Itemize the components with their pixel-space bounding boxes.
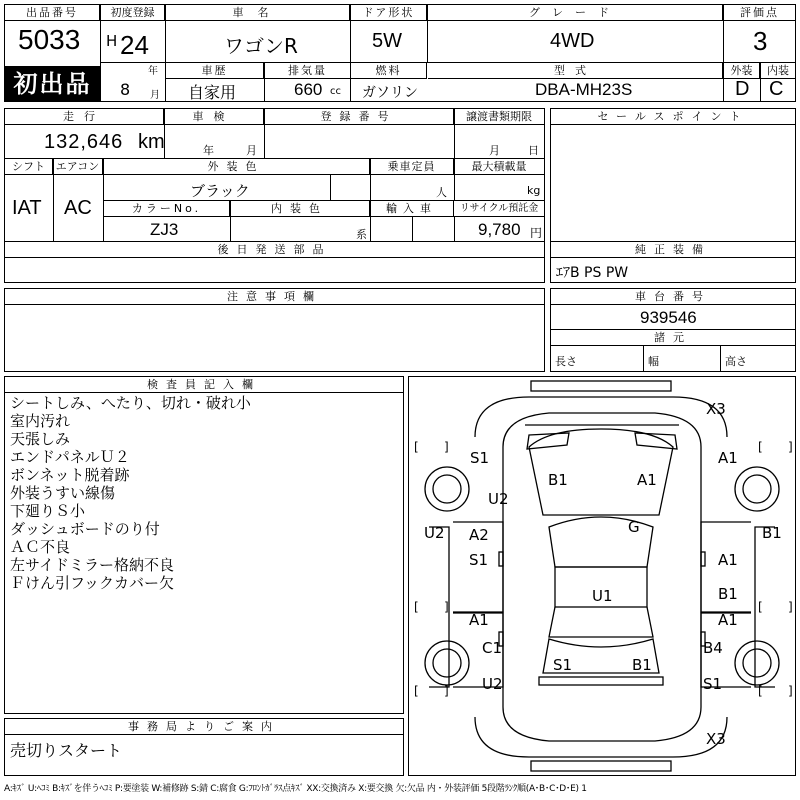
damage-mark: X3 [706, 400, 726, 418]
damage-mark: G [628, 518, 640, 536]
damage-mark: X3 [706, 730, 726, 748]
remark-line: 室内汚れ [10, 412, 71, 430]
insp-year-unit: 年 [203, 144, 214, 157]
damage-mark: A1 [637, 471, 657, 489]
damage-mark: A2 [469, 526, 489, 544]
sales-point-label: セールスポイント [551, 109, 795, 125]
lot-no-label: 出品番号 [5, 5, 100, 21]
bracket: ] [444, 684, 449, 698]
ac-label: エアコン [53, 159, 103, 175]
office-label: 事務局よりご案内 [5, 719, 403, 735]
history-label: 車歴 [166, 63, 264, 79]
exterior-grade-label: 外装 [724, 63, 760, 79]
door-type: 5W [372, 30, 402, 52]
damage-diagram [408, 376, 796, 776]
model-label: 型式 [428, 63, 723, 79]
damage-mark: U2 [488, 490, 509, 508]
remark-line: シートしみ、へたり、切れ・破れ小 [10, 394, 251, 412]
inspector-label: 検査員記入欄 [5, 377, 403, 393]
capacity-label: 乗車定員 [370, 159, 454, 175]
int-color-label: 内装色 [230, 201, 370, 217]
fuel-label: 燃料 [351, 63, 427, 79]
bracket: ] [788, 440, 793, 454]
details-section [4, 108, 545, 242]
remark-line: ダッシュボードのり付 [10, 520, 160, 538]
bracket: [ [414, 440, 419, 454]
first-reg-label: 初度登録 [101, 5, 165, 21]
ext-color-label: 外装色 [103, 159, 370, 175]
import-label: 輸入車 [370, 201, 454, 217]
bracket: ] [788, 684, 793, 698]
height-label: 高さ [725, 355, 747, 368]
remark-line: 下廻りＳ小 [10, 502, 86, 520]
inspection-label: 車検 [164, 109, 264, 125]
remark-line: 外装うすい線傷 [10, 484, 116, 502]
fuel: ガソリン [362, 85, 418, 101]
damage-mark: U2 [424, 524, 445, 542]
exterior-grade: D [735, 78, 750, 100]
damage-mark: S1 [470, 449, 490, 467]
office-message: 売切りスタート [10, 741, 123, 760]
damage-mark: A1 [718, 449, 738, 467]
displacement-unit: cc [330, 86, 341, 97]
transfer-label: 譲渡書類期限 [454, 109, 544, 125]
remark-line: エンドパネルＵ２ [10, 448, 130, 466]
first-listing-badge: 初出品 [5, 66, 100, 102]
remark-line: 天張しみ [10, 430, 71, 448]
max-load-unit: kg [527, 184, 541, 197]
transfer-day-unit: 日 [528, 144, 539, 157]
remark-line: ＡＣ不良 [10, 538, 71, 556]
displacement-label: 排気量 [265, 63, 351, 79]
interior-grade-label: 内装 [761, 63, 795, 79]
remark-line: ボンネット脱着跡 [10, 466, 130, 484]
recycle-unit: 円 [530, 226, 543, 240]
damage-mark: B1 [632, 656, 652, 674]
damage-mark: B4 [703, 639, 723, 657]
lot-no: 5033 [18, 24, 81, 55]
remark-line: 左サイドミラー格納不良 [10, 556, 174, 574]
damage-mark: S1 [553, 656, 573, 674]
damage-mark: A1 [718, 551, 738, 569]
transfer-month-unit: 月 [489, 144, 500, 157]
shift-label: シフト [5, 159, 53, 175]
equipment-value: ｴｱB PS PW [556, 265, 629, 281]
bracket: ] [788, 600, 793, 614]
ac: AC [64, 197, 92, 219]
bracket: [ [758, 684, 763, 698]
model: DBA-MH23S [535, 80, 633, 99]
recycle-fee: 9,780 [478, 220, 521, 239]
damage-mark: B1 [548, 471, 568, 489]
chassis-no: 939546 [640, 308, 697, 327]
length-label: 長さ [555, 355, 577, 368]
recycle-label: リサイクル預託金 [454, 201, 544, 217]
inspector-remarks [10, 394, 400, 592]
bracket: [ [758, 600, 763, 614]
damage-mark: S1 [703, 675, 723, 693]
reg-no-label: 登録番号 [264, 109, 454, 125]
bracket: ] [444, 440, 449, 454]
damage-mark: S1 [469, 551, 489, 569]
door-label: ドア形状 [351, 5, 427, 21]
max-load-label: 最大積載量 [454, 159, 544, 175]
car-name: ワゴンR [224, 34, 298, 58]
notes-label: 注意事項欄 [5, 289, 544, 305]
displacement: 660 [294, 80, 323, 99]
equipment-label: 純正装備 [551, 242, 795, 258]
damage-mark: B1 [762, 524, 782, 542]
legend: A:ｷｽﾞ U:ﾍｺﾐ B:ｷｽﾞを伴うﾍｺﾐ P:要塗装 W:補修跡 S:錆 C:腐食 G:ﾌﾛﾝﾄｶﾞﾗｽ点ｷｽﾞ XX:交換済み X:要交換 欠:欠品 内・外装評価 5段階ﾗﾝｸ順(A･B･C･D･E) 1 [4, 784, 587, 794]
capacity-unit: 人 [436, 186, 447, 199]
reg-year: 24 [120, 30, 149, 60]
mileage: 132,646 [44, 131, 124, 153]
color-no: ZJ3 [150, 220, 179, 239]
width-label: 幅 [648, 355, 659, 368]
remark-line: Ｆけん引フックカバー欠 [10, 574, 174, 592]
later-parts-label: 後日発送部品 [5, 242, 544, 258]
car-name-label: 車名 [166, 5, 350, 21]
damage-mark: A1 [469, 611, 489, 629]
score: 3 [753, 26, 768, 56]
score-label: 評価点 [724, 5, 795, 21]
bracket: [ [414, 600, 419, 614]
damage-mark: U2 [482, 675, 503, 693]
damage-mark: C1 [482, 639, 503, 657]
bracket: [ [414, 684, 419, 698]
grade: 4WD [550, 30, 595, 52]
insp-month-unit: 月 [246, 144, 257, 157]
bracket: ] [444, 600, 449, 614]
int-color-suffix: 系 [356, 228, 367, 241]
car-outline-diagram [409, 377, 795, 775]
mileage-unit: km [138, 131, 165, 153]
era: H [106, 32, 118, 50]
mileage-label: 走行 [5, 109, 164, 125]
damage-mark: B1 [718, 585, 738, 603]
ext-color: ブラック [190, 182, 250, 200]
shift: IAT [12, 197, 42, 219]
damage-mark: U1 [592, 587, 613, 605]
reg-month: 8 [120, 80, 131, 99]
chassis-label: 車台番号 [551, 289, 795, 305]
history: 自家用 [188, 83, 237, 102]
sales-point-section [550, 108, 796, 242]
bracket: [ [758, 440, 763, 454]
grade-label: グレード [428, 5, 723, 21]
dims-label: 諸元 [551, 330, 795, 346]
year-unit: 年 [148, 66, 158, 77]
interior-grade: C [769, 78, 784, 100]
month-unit: 月 [150, 90, 160, 101]
color-no-label: カラーNo. [104, 201, 230, 217]
damage-mark: A1 [718, 611, 738, 629]
